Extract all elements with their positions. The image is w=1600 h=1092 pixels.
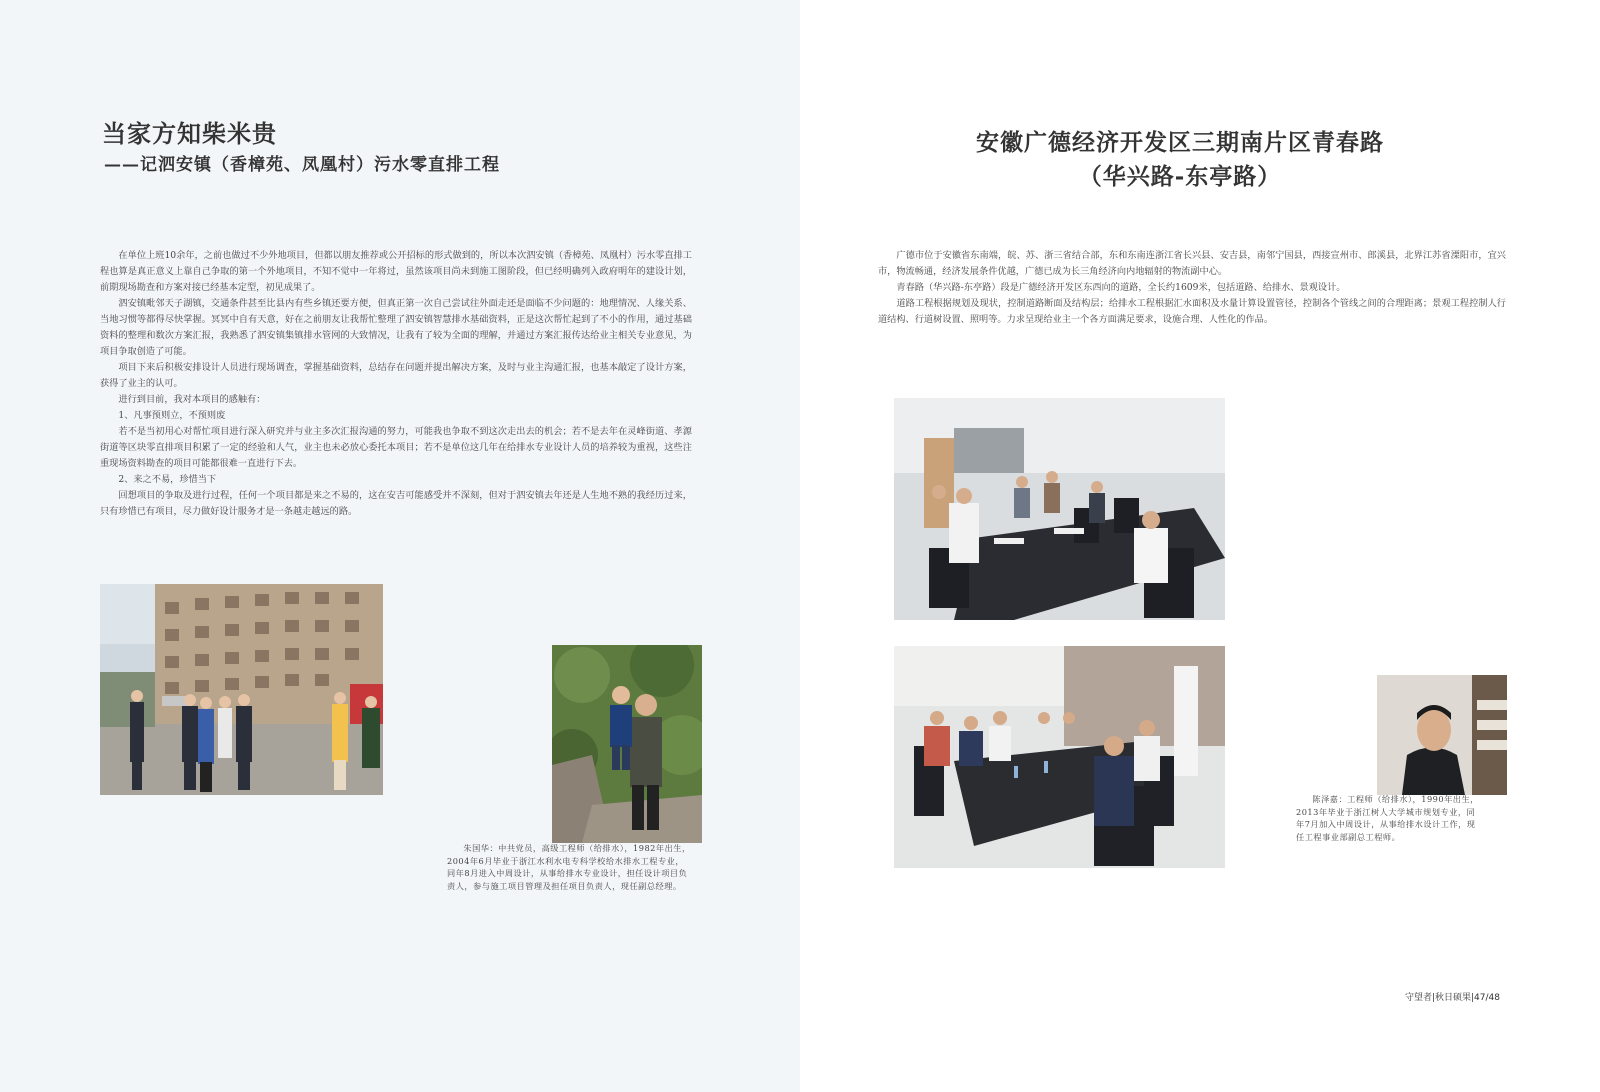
caption-text: 朱国华：中共党员，高级工程师（给排水），1982年出生，2004年6月毕业于浙江水利水电专科学校给水排水工程专业，同年8月进入中周设计，从事给排水专业设计，担任设计项目负责人，参与施工项目管理及担任项目负责人，现任副总经理。 [447, 843, 691, 891]
paragraph: 进行到目前，我对本项目的感触有： [118, 394, 266, 405]
right-article-body [878, 248, 1506, 328]
meeting-photo-2 [894, 646, 1225, 868]
caption-text: 陈泽嘉：工程师（给排水），1990年出生，2013年毕业于浙江树人大学城市规划专业，同年7月加入中周设计，从事给排水设计工作，现任工程事业部副总工程师。 [1296, 794, 1479, 842]
paragraph: 回想项目的争取及进行过程，任何一个项目都是来之不易的，这在安吉可能感受并不深刻，但对于泗安镇去年还是人生地不熟的我经历过来，只有珍惜已有项目，尽力做好设计服务才是一条越走越远的路。 [100, 490, 692, 517]
paragraph: 2、来之不易，珍惜当下 [118, 474, 217, 485]
left-article-body [100, 248, 692, 520]
right-page [800, 0, 1600, 1092]
paragraph: 广德市位于安徽省东南端，皖、苏、浙三省结合部，东和东南连浙江省长兴县、安吉县，南邻宁国县，西接宣州市、郎溪县，北界江苏省溧阳市，宜兴市，物流畅通，经济发展条件优越，广德已成为长三角经济向内地辐射的物流副中心。 [878, 250, 1506, 277]
street-survey-photo [100, 584, 383, 795]
left-article-subtitle: ——记泗安镇（香樟苑、凤凰村）污水零直排工程 [104, 155, 500, 175]
right-article-title: 安徽广德经济开发区三期南片区青春路 [976, 129, 1384, 156]
paragraph: 若不是当初用心对帮忙项目进行深入研究并与业主多次汇报沟通的努力，可能我也争取不到这次走出去的机会；若不是去年在灵峰街道、孝源街道等区块零直排项目积累了一定的经验和人气，业主也未必放心委托本项目；若不是单位这几年在给排水专业设计人员的培养较为重视，这些注重现场资料勘查的项目可能都很难一直进行下去。 [100, 426, 692, 469]
paragraph: 项目下来后积极安排设计人员进行现场调查，掌握基础资料，总结存在问题并提出解决方案，及时与业主沟通汇报，也基本敲定了设计方案，获得了业主的认可。 [100, 362, 692, 389]
left-caption [447, 842, 692, 892]
paragraph: 在单位上班10余年，之前也做过不少外地项目，但都以朋友推荐或公开招标的形式做到的，所以本次泗安镇（香樟苑、凤凰村）污水零直排工程也算是真正意义上靠自己争取的第一个外地项目，不知不觉中一年将过，虽然该项目尚未到施工图阶段，但已经明确列入政府明年的建设计划，前期现场勘查和方案对接已经基本定型，初见成果了。 [100, 250, 692, 293]
portrait-photo-zhu [552, 645, 702, 843]
meeting-photo-1 [894, 398, 1225, 620]
right-article-subtitle: （华兴路-东亭路） [1078, 163, 1282, 190]
paragraph: 泗安镇毗邻天子湖镇，交通条件甚至比县内有些乡镇还要方便，但真正第一次自己尝试往外面走还是面临不少问题的：地理情况、人缘关系、当地习惯等都得尽快掌握。冥冥中自有天意，好在之前朋友让我帮忙整理了泗安镇智慧排水基础资料，正是这次帮忙起到了不小的作用，通过基础资料的整理和数次方案汇报，我熟悉了泗安镇集镇排水管网的大致情况，让我有了较为全面的理解，并通过方案汇报传达给业主相关专业意见，为项目争取创造了可能。 [100, 298, 692, 357]
portrait-photo-chen [1377, 675, 1507, 795]
paragraph: 青春路（华兴路-东亭路）段是广德经济开发区东西向的道路，全长约1609米，包括道路、给排水、景观设计。 [896, 282, 1346, 293]
paragraph: 道路工程根据规划及现状，控制道路断面及结构层；给排水工程根据汇水面积及水量计算设置管径，控制各个管线之间的合理距离；景观工程控制人行道结构、行道树设置、照明等。力求呈现给业主一个各方面满足要求，设施合理、人性化的作品。 [878, 298, 1506, 325]
right-caption [1296, 793, 1482, 843]
paragraph: 1、凡事预则立，不预则废 [118, 410, 226, 421]
page-footer: 守望者|秋日硕果|47/48 [1404, 993, 1500, 1003]
left-article-title: 当家方知柴米贵 [102, 119, 277, 148]
